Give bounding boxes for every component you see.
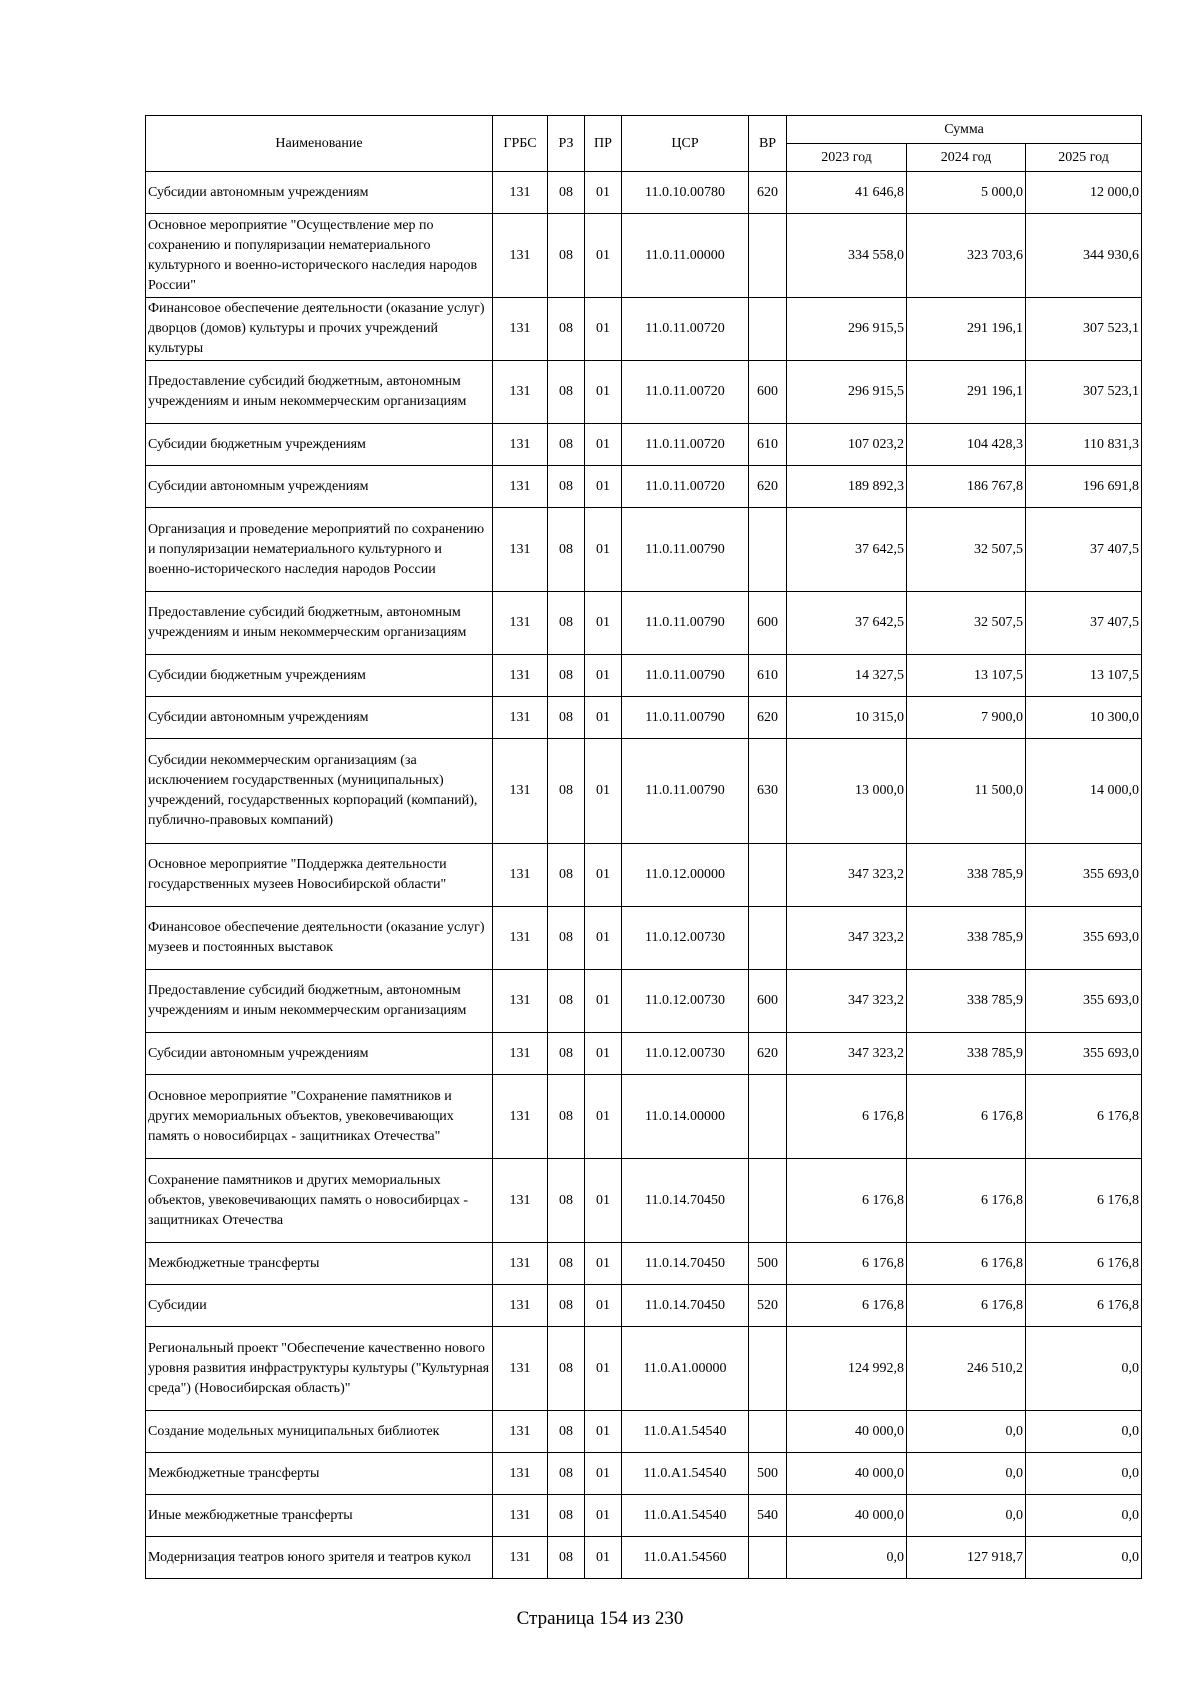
row-csr: 11.0.A1.54540: [622, 1411, 749, 1453]
row-amount-2024: 246 510,2: [907, 1327, 1026, 1411]
row-grbs: 131: [493, 361, 548, 424]
row-amount-2024: 0,0: [907, 1411, 1026, 1453]
row-vr: 620: [749, 1033, 787, 1075]
row-csr: 11.0.14.70450: [622, 1243, 749, 1285]
row-vr: 610: [749, 655, 787, 697]
row-pr: 01: [585, 172, 622, 214]
row-amount-2025: 307 523,1: [1026, 361, 1142, 424]
row-grbs: 131: [493, 508, 548, 592]
row-rz: 08: [548, 1159, 585, 1243]
table-row: [146, 508, 1142, 592]
row-amount-2024: 11 500,0: [907, 739, 1026, 844]
row-grbs: 131: [493, 1495, 548, 1537]
row-pr: 01: [585, 1159, 622, 1243]
row-csr: 11.0.A1.54560: [622, 1537, 749, 1579]
table-row: [146, 1537, 1142, 1579]
row-amount-2025: 110 831,3: [1026, 424, 1142, 466]
row-amount-2024: 291 196,1: [907, 298, 1026, 361]
row-pr: 01: [585, 361, 622, 424]
row-amount-2023: 37 642,5: [787, 508, 907, 592]
table-row: [146, 1285, 1142, 1327]
row-rz: 08: [548, 592, 585, 655]
row-csr: 11.0.12.00000: [622, 844, 749, 907]
row-rz: 08: [548, 1075, 585, 1159]
row-amount-2023: 107 023,2: [787, 424, 907, 466]
row-amount-2024: 186 767,8: [907, 466, 1026, 508]
row-amount-2023: 347 323,2: [787, 844, 907, 907]
row-name: Субсидии бюджетным учреждениям: [146, 424, 493, 466]
row-grbs: 131: [493, 970, 548, 1033]
row-amount-2024: 32 507,5: [907, 592, 1026, 655]
row-amount-2025: 344 930,6: [1026, 214, 1142, 298]
row-csr: 11.0.A1.00000: [622, 1327, 749, 1411]
header-pr: ПР: [585, 116, 622, 172]
row-vr: [749, 1411, 787, 1453]
row-amount-2025: 0,0: [1026, 1411, 1142, 1453]
row-amount-2024: 6 176,8: [907, 1243, 1026, 1285]
row-amount-2023: 6 176,8: [787, 1075, 907, 1159]
row-pr: 01: [585, 508, 622, 592]
row-amount-2024: 338 785,9: [907, 1033, 1026, 1075]
row-pr: 01: [585, 1453, 622, 1495]
row-rz: 08: [548, 697, 585, 739]
row-rz: 08: [548, 214, 585, 298]
row-grbs: 131: [493, 1411, 548, 1453]
row-vr: 520: [749, 1285, 787, 1327]
row-amount-2023: 347 323,2: [787, 907, 907, 970]
row-amount-2024: 0,0: [907, 1453, 1026, 1495]
row-pr: 01: [585, 424, 622, 466]
table-row: [146, 1411, 1142, 1453]
row-vr: 620: [749, 172, 787, 214]
row-rz: 08: [548, 361, 585, 424]
header-year-2025: 2025 год: [1026, 144, 1142, 172]
row-grbs: 131: [493, 214, 548, 298]
row-rz: 08: [548, 844, 585, 907]
row-csr: 11.0.11.00790: [622, 739, 749, 844]
row-name: Сохранение памятников и других мемориальных объектов, увековечивающих память о новосибирцах - защитниках Отечества: [146, 1159, 493, 1243]
header-year-2024: 2024 год: [907, 144, 1026, 172]
row-amount-2024: 338 785,9: [907, 907, 1026, 970]
row-name: Финансовое обеспечение деятельности (оказание услуг) музеев и постоянных выставок: [146, 907, 493, 970]
row-rz: 08: [548, 466, 585, 508]
row-pr: 01: [585, 466, 622, 508]
row-vr: 600: [749, 361, 787, 424]
table-row: [146, 655, 1142, 697]
row-amount-2025: 0,0: [1026, 1453, 1142, 1495]
row-csr: 11.0.A1.54540: [622, 1495, 749, 1537]
header-grbs: ГРБС: [493, 116, 548, 172]
table-row: [146, 214, 1142, 298]
row-csr: 11.0.10.00780: [622, 172, 749, 214]
row-amount-2023: 296 915,5: [787, 298, 907, 361]
row-rz: 08: [548, 1327, 585, 1411]
row-name: Субсидии автономным учреждениям: [146, 697, 493, 739]
row-rz: 08: [548, 1537, 585, 1579]
row-amount-2023: 296 915,5: [787, 361, 907, 424]
row-amount-2025: 6 176,8: [1026, 1159, 1142, 1243]
row-csr: 11.0.12.00730: [622, 1033, 749, 1075]
row-amount-2023: 347 323,2: [787, 1033, 907, 1075]
header-year-2023: 2023 год: [787, 144, 907, 172]
row-vr: 620: [749, 466, 787, 508]
row-grbs: 131: [493, 1243, 548, 1285]
row-amount-2023: 124 992,8: [787, 1327, 907, 1411]
row-grbs: 131: [493, 1075, 548, 1159]
row-name: Иные межбюджетные трансферты: [146, 1495, 493, 1537]
row-csr: 11.0.11.00790: [622, 592, 749, 655]
row-vr: 500: [749, 1243, 787, 1285]
row-vr: [749, 214, 787, 298]
row-grbs: 131: [493, 1537, 548, 1579]
row-amount-2023: 6 176,8: [787, 1159, 907, 1243]
row-amount-2023: 41 646,8: [787, 172, 907, 214]
row-pr: 01: [585, 1537, 622, 1579]
table-row: [146, 361, 1142, 424]
row-vr: 630: [749, 739, 787, 844]
row-grbs: 131: [493, 655, 548, 697]
table-header: [146, 116, 1142, 172]
row-amount-2024: 127 918,7: [907, 1537, 1026, 1579]
row-grbs: 131: [493, 1327, 548, 1411]
row-amount-2024: 5 000,0: [907, 172, 1026, 214]
table-row: [146, 424, 1142, 466]
row-grbs: 131: [493, 697, 548, 739]
row-name: Субсидии автономным учреждениям: [146, 466, 493, 508]
row-vr: [749, 508, 787, 592]
row-amount-2023: 40 000,0: [787, 1411, 907, 1453]
row-rz: 08: [548, 1285, 585, 1327]
row-vr: 600: [749, 970, 787, 1033]
table-row: [146, 739, 1142, 844]
table-row: [146, 844, 1142, 907]
row-amount-2023: 6 176,8: [787, 1243, 907, 1285]
row-grbs: 131: [493, 739, 548, 844]
row-name: Основное мероприятие "Осуществление мер по сохранению и популяризации нематериального культурного и военно-исторического наследия народов России": [146, 214, 493, 298]
row-csr: 11.0.11.00790: [622, 655, 749, 697]
row-amount-2023: 14 327,5: [787, 655, 907, 697]
row-grbs: 131: [493, 466, 548, 508]
row-amount-2023: 13 000,0: [787, 739, 907, 844]
row-amount-2025: 355 693,0: [1026, 844, 1142, 907]
row-csr: 11.0.14.00000: [622, 1075, 749, 1159]
row-rz: 08: [548, 172, 585, 214]
row-name: Межбюджетные трансферты: [146, 1243, 493, 1285]
row-pr: 01: [585, 697, 622, 739]
table-row: [146, 592, 1142, 655]
row-vr: 500: [749, 1453, 787, 1495]
row-csr: 11.0.A1.54540: [622, 1453, 749, 1495]
table-row: [146, 1075, 1142, 1159]
row-name: Создание модельных муниципальных библиотек: [146, 1411, 493, 1453]
row-name: Основное мероприятие "Сохранение памятников и других мемориальных объектов, увековечивающих память о новосибирцах - защитниках Отечества": [146, 1075, 493, 1159]
row-pr: 01: [585, 1411, 622, 1453]
row-amount-2025: 14 000,0: [1026, 739, 1142, 844]
row-amount-2025: 196 691,8: [1026, 466, 1142, 508]
row-pr: 01: [585, 655, 622, 697]
row-name: Предоставление субсидий бюджетным, автономным учреждениям и иным некоммерческим организациям: [146, 970, 493, 1033]
row-amount-2023: 40 000,0: [787, 1453, 907, 1495]
row-amount-2024: 6 176,8: [907, 1159, 1026, 1243]
row-csr: 11.0.11.00720: [622, 466, 749, 508]
row-grbs: 131: [493, 592, 548, 655]
row-vr: 610: [749, 424, 787, 466]
table-row: [146, 1033, 1142, 1075]
row-amount-2025: 6 176,8: [1026, 1243, 1142, 1285]
row-amount-2025: 12 000,0: [1026, 172, 1142, 214]
row-amount-2023: 347 323,2: [787, 970, 907, 1033]
row-name: Субсидии автономным учреждениям: [146, 1033, 493, 1075]
table-row: [146, 970, 1142, 1033]
row-grbs: 131: [493, 424, 548, 466]
row-pr: 01: [585, 844, 622, 907]
row-name: Субсидии: [146, 1285, 493, 1327]
row-csr: 11.0.12.00730: [622, 907, 749, 970]
row-pr: 01: [585, 214, 622, 298]
row-pr: 01: [585, 1033, 622, 1075]
row-name: Субсидии некоммерческим организациям (за исключением государственных (муниципальных) учреждений, государственных корпораций (компаний), публично-правовых компаний): [146, 739, 493, 844]
row-pr: 01: [585, 1075, 622, 1159]
table-row: [146, 1243, 1142, 1285]
header-rz: РЗ: [548, 116, 585, 172]
row-pr: 01: [585, 298, 622, 361]
row-pr: 01: [585, 1285, 622, 1327]
header-vr: ВР: [749, 116, 787, 172]
header-name: Наименование: [146, 116, 493, 172]
row-amount-2025: 10 300,0: [1026, 697, 1142, 739]
row-grbs: 131: [493, 1285, 548, 1327]
table-body: [146, 172, 1142, 1579]
header-sum: Сумма: [787, 116, 1142, 144]
row-pr: 01: [585, 1243, 622, 1285]
row-csr: 11.0.14.70450: [622, 1159, 749, 1243]
budget-table: [145, 115, 1142, 1579]
row-amount-2023: 189 892,3: [787, 466, 907, 508]
row-pr: 01: [585, 739, 622, 844]
row-csr: 11.0.11.00790: [622, 508, 749, 592]
header-csr: ЦСР: [622, 116, 749, 172]
row-amount-2025: 13 107,5: [1026, 655, 1142, 697]
row-name: Субсидии автономным учреждениям: [146, 172, 493, 214]
row-amount-2025: 6 176,8: [1026, 1285, 1142, 1327]
row-rz: 08: [548, 1243, 585, 1285]
table-row: [146, 907, 1142, 970]
row-amount-2025: 355 693,0: [1026, 907, 1142, 970]
row-amount-2024: 6 176,8: [907, 1285, 1026, 1327]
row-name: Межбюджетные трансферты: [146, 1453, 493, 1495]
row-vr: [749, 1159, 787, 1243]
row-amount-2024: 104 428,3: [907, 424, 1026, 466]
row-amount-2023: 10 315,0: [787, 697, 907, 739]
row-grbs: 131: [493, 907, 548, 970]
table-row: [146, 1159, 1142, 1243]
table-row: [146, 298, 1142, 361]
row-vr: [749, 1537, 787, 1579]
table-row: [146, 172, 1142, 214]
row-csr: 11.0.11.00720: [622, 298, 749, 361]
row-amount-2024: 6 176,8: [907, 1075, 1026, 1159]
row-csr: 11.0.14.70450: [622, 1285, 749, 1327]
row-vr: [749, 298, 787, 361]
table-row: [146, 1327, 1142, 1411]
row-amount-2025: 307 523,1: [1026, 298, 1142, 361]
row-csr: 11.0.11.00790: [622, 697, 749, 739]
table-row: [146, 697, 1142, 739]
row-rz: 08: [548, 1033, 585, 1075]
row-amount-2024: 7 900,0: [907, 697, 1026, 739]
row-rz: 08: [548, 970, 585, 1033]
row-rz: 08: [548, 739, 585, 844]
row-amount-2025: 6 176,8: [1026, 1075, 1142, 1159]
row-amount-2024: 291 196,1: [907, 361, 1026, 424]
row-grbs: 131: [493, 172, 548, 214]
row-amount-2025: 355 693,0: [1026, 970, 1142, 1033]
row-csr: 11.0.11.00720: [622, 361, 749, 424]
row-rz: 08: [548, 298, 585, 361]
row-grbs: 131: [493, 1033, 548, 1075]
row-amount-2025: 0,0: [1026, 1495, 1142, 1537]
row-pr: 01: [585, 907, 622, 970]
row-pr: 01: [585, 970, 622, 1033]
row-grbs: 131: [493, 844, 548, 907]
row-amount-2025: 37 407,5: [1026, 508, 1142, 592]
row-name: Организация и проведение мероприятий по сохранению и популяризации нематериального культурного и военно-исторического наследия народов России: [146, 508, 493, 592]
row-vr: [749, 1327, 787, 1411]
row-rz: 08: [548, 1453, 585, 1495]
row-rz: 08: [548, 907, 585, 970]
row-pr: 01: [585, 1495, 622, 1537]
row-amount-2024: 338 785,9: [907, 844, 1026, 907]
row-csr: 11.0.12.00730: [622, 970, 749, 1033]
row-name: Предоставление субсидий бюджетным, автономным учреждениям и иным некоммерческим организациям: [146, 592, 493, 655]
row-name: Основное мероприятие "Поддержка деятельности государственных музеев Новосибирской области": [146, 844, 493, 907]
row-rz: 08: [548, 424, 585, 466]
row-grbs: 131: [493, 1159, 548, 1243]
row-amount-2023: 6 176,8: [787, 1285, 907, 1327]
row-amount-2024: 0,0: [907, 1495, 1026, 1537]
row-csr: 11.0.11.00000: [622, 214, 749, 298]
row-amount-2025: 37 407,5: [1026, 592, 1142, 655]
row-amount-2025: 0,0: [1026, 1537, 1142, 1579]
row-amount-2023: 334 558,0: [787, 214, 907, 298]
row-amount-2023: 0,0: [787, 1537, 907, 1579]
row-amount-2024: 323 703,6: [907, 214, 1026, 298]
row-rz: 08: [548, 1495, 585, 1537]
row-name: Модернизация театров юного зрителя и театров кукол: [146, 1537, 493, 1579]
row-name: Региональный проект "Обеспечение качественно нового уровня развития инфраструктуры культуры ("Культурная среда") (Новосибирская область)": [146, 1327, 493, 1411]
row-name: Финансовое обеспечение деятельности (оказание услуг) дворцов (домов) культуры и прочих учреждений культуры: [146, 298, 493, 361]
row-pr: 01: [585, 1327, 622, 1411]
row-grbs: 131: [493, 298, 548, 361]
row-name: Предоставление субсидий бюджетным, автономным учреждениям и иным некоммерческим организациям: [146, 361, 493, 424]
row-pr: 01: [585, 592, 622, 655]
row-vr: 600: [749, 592, 787, 655]
row-vr: [749, 1075, 787, 1159]
row-vr: 620: [749, 697, 787, 739]
row-name: Субсидии бюджетным учреждениям: [146, 655, 493, 697]
row-rz: 08: [548, 655, 585, 697]
row-rz: 08: [548, 508, 585, 592]
row-amount-2024: 13 107,5: [907, 655, 1026, 697]
row-rz: 08: [548, 1411, 585, 1453]
row-amount-2023: 40 000,0: [787, 1495, 907, 1537]
row-vr: [749, 907, 787, 970]
row-amount-2025: 355 693,0: [1026, 1033, 1142, 1075]
row-grbs: 131: [493, 1453, 548, 1495]
row-amount-2023: 37 642,5: [787, 592, 907, 655]
row-amount-2024: 32 507,5: [907, 508, 1026, 592]
table-row: [146, 466, 1142, 508]
row-amount-2024: 338 785,9: [907, 970, 1026, 1033]
row-vr: 540: [749, 1495, 787, 1537]
row-csr: 11.0.11.00720: [622, 424, 749, 466]
row-amount-2025: 0,0: [1026, 1327, 1142, 1411]
row-vr: [749, 844, 787, 907]
page-number: Страница 154 из 230: [516, 1608, 684, 1629]
table-row: [146, 1495, 1142, 1537]
table-row: [146, 1453, 1142, 1495]
